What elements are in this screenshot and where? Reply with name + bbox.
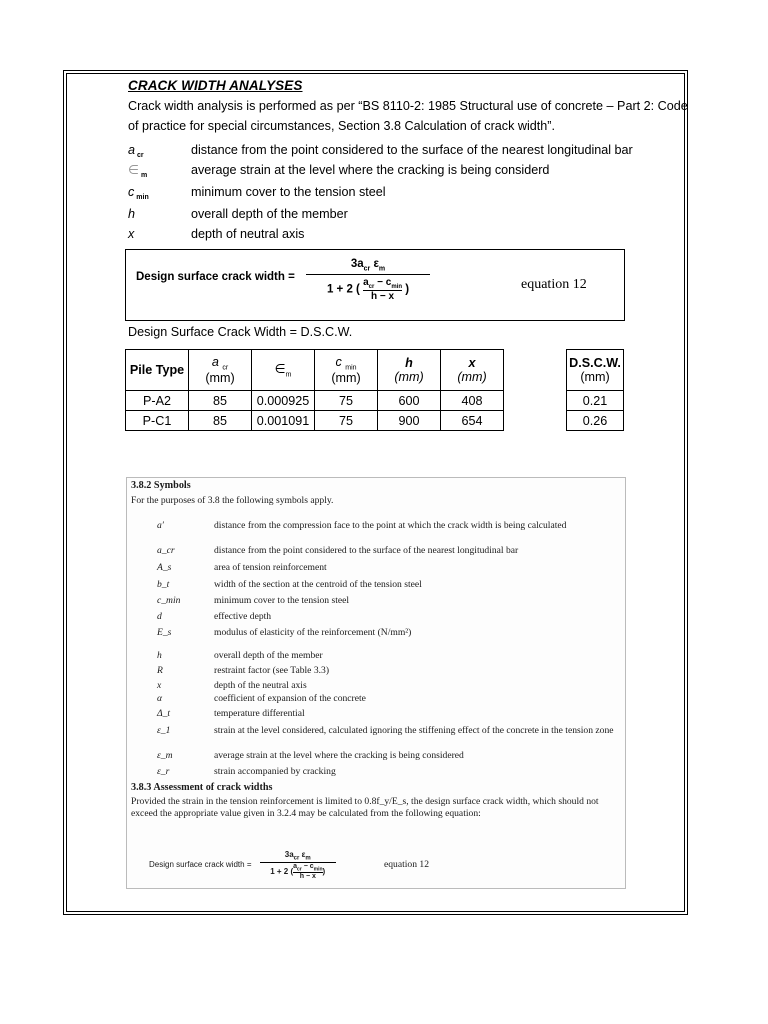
excerpt-intro: For the purposes of 3.8 the following symbols apply. [131, 495, 334, 506]
column-header: x (mm) [441, 350, 504, 391]
excerpt-heading-symbols: 3.8.2 Symbols [131, 480, 191, 491]
column-header: a $_{cr}$ (mm) [189, 350, 252, 391]
dscw-result-table [566, 349, 624, 431]
bs8110-excerpt-image: 3.8.2 Symbols For the purposes of 3.8 the following symbols apply. a′ distance from the compression face to the point at which the crack width is being calculated a_cr distance from the point considered to the surface of the nearest longitudinal bar A_s area of tension reinforcement b_t width of the section at the centroid of the tension steel c_min minimum cover to the tension steel d effective depth E_s modulus of elasticity of the reinforcement (N/mm²) h overall depth of the member R restraint factor (see Table 3.3) x depth of the neutral axis α coefficient of expansion of the concrete Δ_t temperature differential ε_1 strain at the level considered, calculated ignoring the stiffening effect of the concrete in the tension zone ε_m average strain at the level where the cracking is being considered ε_r strain accompanied by cracking 3.8.3 Assessment of crack widths Provided the strain in the tension reinforcement is limited to 0.8f_y/E_s, the design surface crack width, which should not exceed the appropriate value given in 3.2.4 may be calculated from the following equation: Design surface crack width = $3a_{cr}$ $\varepsilon_m$ 1 + 2 ( $a_{cr} - c_{min}$ h − x ) equation 12 [126, 477, 626, 889]
equation-lhs: Design surface crack width = [136, 271, 295, 283]
equation-box [125, 249, 625, 321]
excerpt-paragraph: Provided the strain in the tension reinforcement is limited to 0.8f_y/E_s, the design surface crack width, which should not exceed the appropriate value given in 3.2.4 may be calculated from the following equation: [131, 796, 599, 819]
table-row: P-C1 85 0.001091 75 900 654 [126, 411, 504, 431]
table-row: P-A2 85 0.000925 75 600 408 [126, 391, 504, 411]
column-header: $\in_m$ [252, 350, 315, 391]
table-row: 0.26 [567, 411, 624, 431]
column-header: h (mm) [378, 350, 441, 391]
pile-data-table [125, 349, 504, 431]
column-header: Pile Type [126, 350, 189, 391]
section-title: CRACK WIDTH ANALYSES [128, 78, 303, 93]
equation-fraction: $3a_{cr}$ $\varepsilon_m$ 1 + 2 ( $a_{cr} - c_{min}$ h − x ) [306, 256, 430, 307]
column-header: D.S.C.W. (mm) [567, 350, 624, 391]
dscw-definition: Design Surface Crack Width = D.S.C.W. [128, 325, 353, 339]
excerpt-heading-assessment: 3.8.3 Assessment of crack widths [131, 782, 273, 793]
column-header: c $_{min}$ (mm) [315, 350, 378, 391]
excerpt-equation: Design surface crack width = $3a_{cr}$ $\varepsilon_m$ 1 + 2 ( $a_{cr} - c_{min}$ h − x ) equation 12 [149, 850, 429, 880]
intro-paragraph: Crack width analysis is performed as per “BS 8110-2: 1985 Structural use of concrete – Part 2: Code of practice for special circumstances, Section 3.8 Calculation of crack width”. [128, 99, 688, 133]
equation-label: equation 12 [521, 277, 587, 292]
table-row: 0.21 [567, 391, 624, 411]
